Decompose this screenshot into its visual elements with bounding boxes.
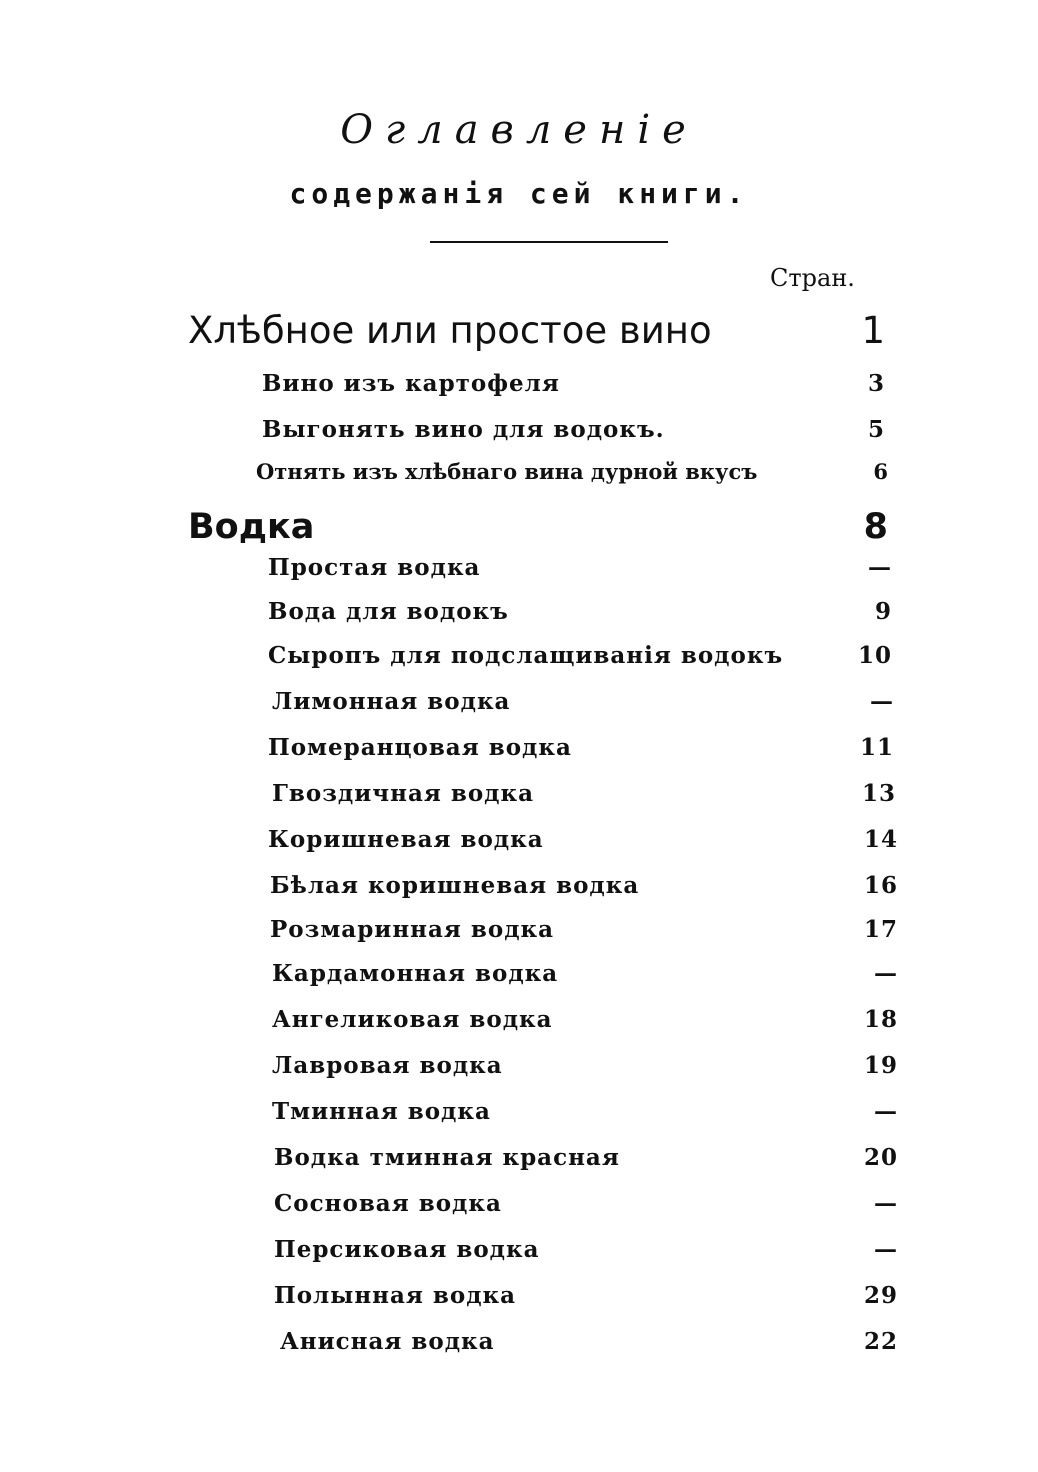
toc-entry-page: — [868,554,892,581]
toc-entry [262,364,885,404]
toc-entry [256,452,888,492]
toc-entry [188,306,885,356]
toc-entry-page: — [874,1236,898,1263]
toc-entry [268,728,894,768]
toc-entry-title: Выгонять вино для водокъ. [262,416,665,443]
toc-entry [270,910,898,950]
toc-entry-title: Тминная водка [272,1098,491,1125]
toc-entry-title: Сосновая водка [274,1190,502,1217]
toc-entry-page: — [874,1190,898,1217]
page-subtitle: содержанія сей книги. [289,177,749,210]
divider-rule [430,241,668,243]
page-column-header: Стран. [770,264,855,292]
page-title: Оглавленіе [340,107,698,153]
toc-entry-title: Водка тминная красная [274,1144,620,1171]
toc-entry-page: 10 [857,642,892,669]
toc-entry-title: Анисная водка [280,1328,495,1355]
toc-entry-page: 9 [874,598,892,625]
toc-entry-title: Ангеликовая водка [272,1006,553,1033]
toc-entry-page: 3 [867,370,885,397]
toc-entry [272,1046,898,1086]
toc-entry-page: — [870,688,894,715]
toc-entry-page: — [874,960,898,987]
toc-entry [268,592,892,632]
toc-entry-page: 8 [863,507,888,547]
toc-entry-page: 22 [863,1328,898,1355]
toc-entry-page: 6 [873,459,888,484]
toc-entry [274,1276,898,1316]
toc-entry-title: Хлѣбное или простое вино [188,309,712,352]
toc-entry-title: Полынная водка [274,1282,517,1309]
toc-entry-page: 13 [861,780,896,807]
toc-entry-page: 14 [863,826,898,853]
toc-entry-title: Бѣлая коришневая водка [270,872,640,899]
toc-entry-title: Простая водка [268,554,481,581]
toc-entry-page: 20 [863,1144,898,1171]
toc-entry-title: Розмаринная водка [270,916,555,943]
toc-entry [280,1322,898,1362]
toc-entry-title: Коришневая водка [268,826,544,853]
toc-entry-title: Персиковая водка [274,1236,540,1263]
toc-entry-title: Вино изъ картофеля [262,370,560,397]
toc-entry-title: Водка [188,507,315,547]
toc-entry [272,774,896,814]
toc-entry-title: Вода для водокъ [268,598,509,625]
toc-entry-page: 19 [863,1052,898,1079]
toc-entry-page: 29 [863,1282,898,1309]
toc-entry [272,954,898,994]
toc-entry-title: Гвоздичная водка [272,780,535,807]
toc-entry [262,410,885,450]
toc-entry [272,1092,898,1132]
toc-entry-title: Померанцовая водка [268,734,572,761]
toc-entry-page: 1 [861,309,885,352]
toc-entry [268,820,898,860]
toc-entry [270,866,898,906]
toc-entry-title: Сыропъ для подслащиванія водокъ [268,642,784,669]
toc-entry-title: Лавровая водка [272,1052,503,1079]
toc-entry-title: Лимонная водка [272,688,511,715]
toc-entry-page: 16 [863,872,898,899]
toc-entry-page: 18 [863,1006,898,1033]
toc-entry-page: — [874,1098,898,1125]
toc-entry-page: 5 [867,416,885,443]
toc-entry [274,1138,898,1178]
toc-entry [268,636,892,676]
toc-entry [268,548,892,588]
toc-entry-title: Отнять изъ хлѣбнаго вина дурной вкусъ [256,459,758,484]
toc-entry [272,682,894,722]
toc-entry-page: 11 [859,734,894,761]
toc-entry-title: Кардамонная водка [272,960,559,987]
toc-entry [188,502,888,552]
toc-entry-page: 17 [863,916,898,943]
toc-entry [272,1000,898,1040]
toc-entry [274,1230,898,1270]
toc-entry [274,1184,898,1224]
